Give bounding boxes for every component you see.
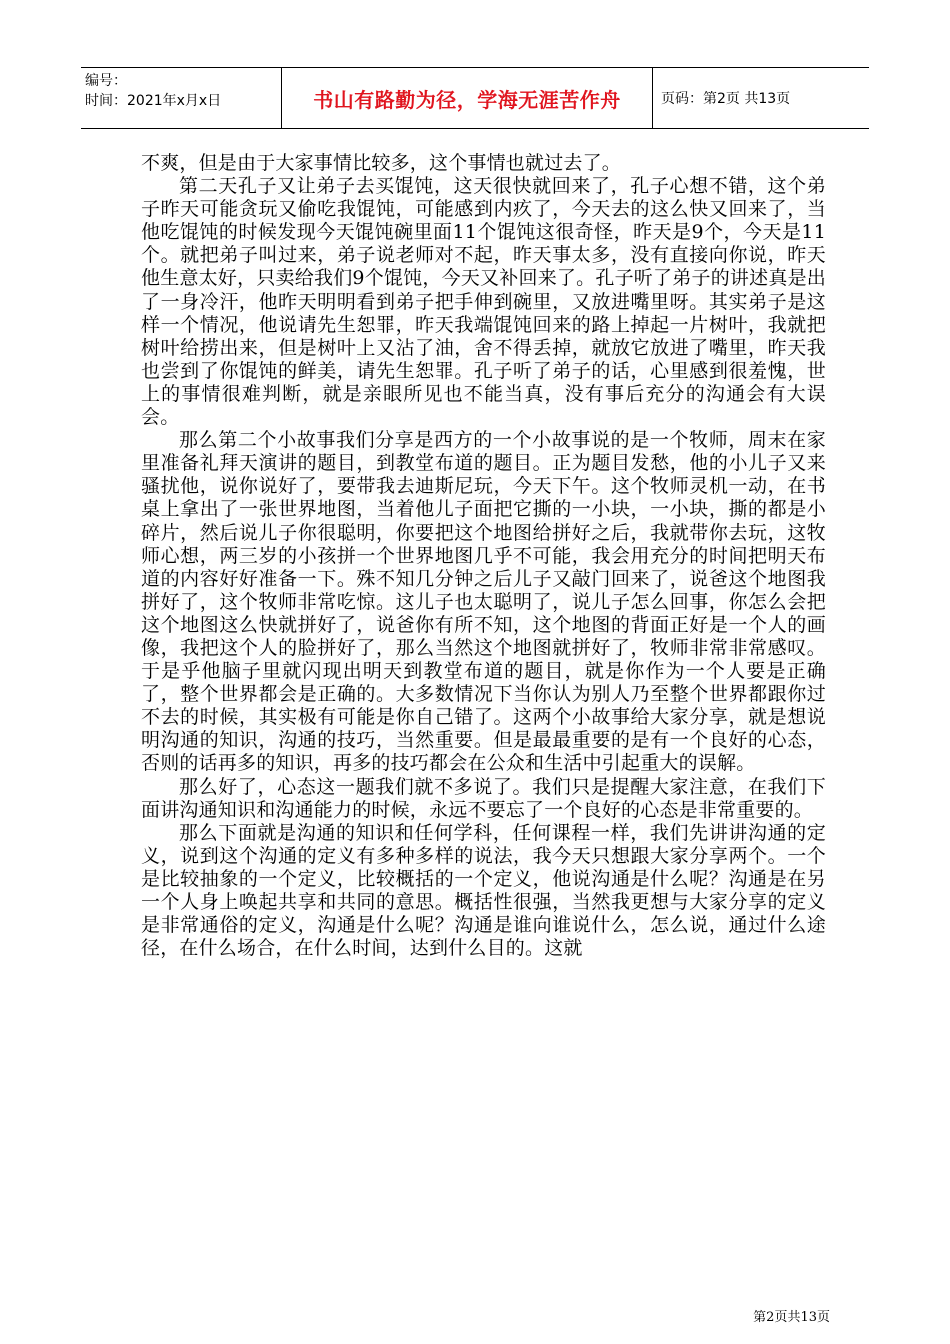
paragraph: 那么第二个小故事我们分享是西方的一个小故事说的是一个牧师，周末在家里准备礼拜天演讲的题目，到教堂布道的题目。正为题目发愁，他的小儿子又来骚扰他，说你说好了，要带我去迪斯尼玩，今天下午。这个牧师灵机一动，在书桌上拿出了一张世界地图，当着他儿子面把它撕的一小块，一小块，撕的都是小碎片，然后说儿子你很聪明，你要把这个地图给拼好之后，我就带你去玩，这牧师心想，两三岁的小孩拼一个世界地图几乎不可能，我会用充分的时间把明天布道的内容好好准备一下。殊不知几分钟之后儿子又敲门回来了，说爸这个地图我拼好了，这个牧师非常吃惊。这儿子也太聪明了，说儿子怎么回事，你怎么会把这个地图这么快就拼好了，说爸你有所不知，这个地图的背面正好是一个人的画像，我把这个人的脸拼好了，那么当然这个地图就拼好了，牧师非常非常感叹。于是乎他脑子里就闪现出明天到教堂布道的题目，就是你作为一个人要是正确了，整个世界都会是正确的。大多数情况下当你认为别人乃至整个世界都跟你过不去的时候，其实极有可能是你自己错了。这两个小故事给大家分享，就是想说明沟通的知识，沟通的技巧，当然重要。但是最最重要的是有一个良好的心态，否则的话再多的知识，再多的技巧都会在公众和生活中引起重大的误解。: [141, 429, 826, 775]
paragraph: 不爽，但是由于大家事情比较多，这个事情也就过去了。: [141, 152, 622, 174]
paragraph: 第二天孔子又让弟子去买馄饨，这天很快就回来了，孔子心想不错，这个弟子昨天可能贪玩又偷吃我馄饨，可能感到内疚了，今天去的这么快又回来了，当他吃馄饨的时候发现今天馄饨碗里面11个馄饨这很奇怪，昨天是9个，今天是11个。就把弟子叫过来，弟子说老师对不起，昨天事太多，没有直接向你说，昨天他生意太好，只卖给我们9个馄饨，今天又补回来了。孔子听了弟子的讲述真是出了一身冷汗，他昨天明明看到弟子把手伸到碗里，又放进嘴里呀。其实弟子是这样一个情况，他说请先生恕罪，昨天我端馄饨回来的路上掉起一片树叶，我就把树叶给捞出来，但是树叶上又沾了油，舍不得丢掉，就放它放进了嘴里，昨天我也尝到了你馄饨的鲜美，请先生恕罪。孔子听了弟子的话，心里感到很羞愧，世上的事情很难判断，就是亲眼所见也不能当真，没有事后充分的沟通会有大误会。: [141, 175, 826, 429]
paragraph: 那么下面就是沟通的知识和任何学科，任何课程一样，我们先讲讲沟通的定义，说到这个沟通的定义有多种多样的说法，我今天只想跟大家分享两个。一个是比较抽象的一个定义，比较概括的一个定义，他说沟通是什么呢？沟通是在另一个人身上唤起共享和共同的意思。概括性很强，当然我更想与大家分享的定义是非常通俗的定义，沟通是什么呢？沟通是谁向谁说什么，怎么说，通过什么途径，在什么场合，在什么时间，达到什么目的。这就: [141, 821, 826, 960]
header-page-info: 页码：第2页 共13页: [661, 91, 791, 107]
paragraph: 那么好了，心态这一题我们就不多说了。我们只是提醒大家注意，在我们下面讲沟通知识和沟通能力的时候，永远不要忘了一个良好的心态是非常重要的。: [141, 775, 826, 821]
header-motto: 书山有路勤为径，学海无涯苦作舟: [281, 68, 653, 128]
document-date: 时间：2021年x月x日: [85, 93, 222, 109]
page-footer: 第2页共13页: [753, 1310, 830, 1325]
header-meta: [81, 68, 281, 128]
page-header: [81, 67, 869, 129]
document-number-label: 编号：: [85, 73, 127, 89]
document-body: [141, 152, 826, 960]
